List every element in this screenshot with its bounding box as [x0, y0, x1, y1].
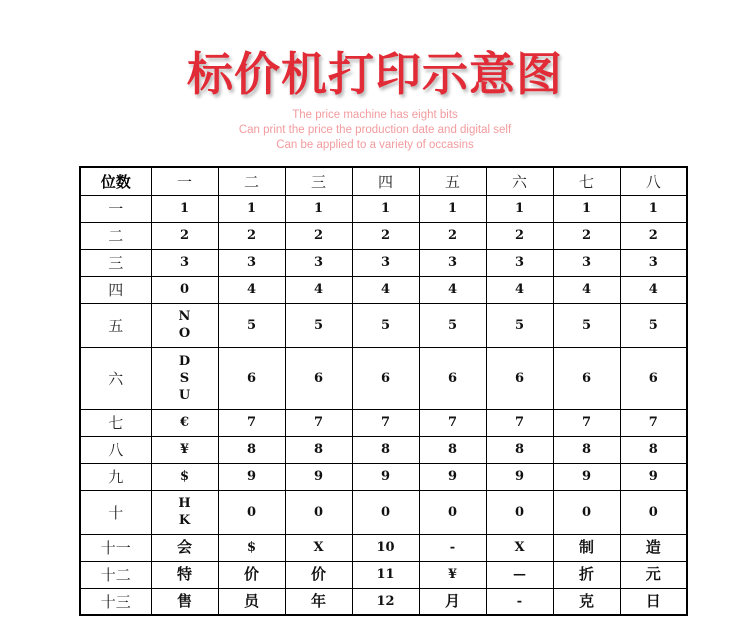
- subtitle-line-1: The price machine has eight bits: [292, 109, 458, 121]
- table-cell: ¥: [151, 436, 218, 463]
- table-cell: 价: [218, 561, 285, 588]
- table-row: [80, 436, 687, 463]
- table-cell: 8: [620, 436, 687, 463]
- table-cell: 4: [285, 276, 352, 303]
- table-cell: 员: [218, 588, 285, 615]
- row-label: 二: [80, 222, 151, 249]
- table-cell: 3: [486, 249, 553, 276]
- table-cell: 8: [352, 436, 419, 463]
- table-cell: 7: [553, 409, 620, 436]
- table-cell: 0: [419, 490, 486, 534]
- table-cell: 5: [218, 303, 285, 347]
- row-label: 十二: [80, 561, 151, 588]
- table-cell: 2: [352, 222, 419, 249]
- table-cell: 2: [419, 222, 486, 249]
- table-cell: 6: [218, 347, 285, 409]
- header-cell: 四: [352, 167, 419, 195]
- table-cell: 7: [486, 409, 553, 436]
- table-cell: 月: [419, 588, 486, 615]
- table-cell: 2: [553, 222, 620, 249]
- table-cell: $: [151, 463, 218, 490]
- table-cell: 3: [218, 249, 285, 276]
- table-cell: ¥: [419, 561, 486, 588]
- table-cell: 5: [553, 303, 620, 347]
- table-cell: 12: [352, 588, 419, 615]
- price-machine-table: [79, 166, 688, 616]
- table-cell: X: [285, 534, 352, 561]
- table-cell: 0: [486, 490, 553, 534]
- table-row: [80, 561, 687, 588]
- table-cell: 1: [352, 195, 419, 222]
- table-row: [80, 249, 687, 276]
- table-cell: 7: [218, 409, 285, 436]
- table-cell: 4: [486, 276, 553, 303]
- table-cell: 8: [285, 436, 352, 463]
- table-cell: 7: [285, 409, 352, 436]
- table-cell: 售: [151, 588, 218, 615]
- table-cell: 4: [352, 276, 419, 303]
- table-cell: 1: [620, 195, 687, 222]
- table-cell: 0: [352, 490, 419, 534]
- row-label: 十一: [80, 534, 151, 561]
- table-cell: 9: [419, 463, 486, 490]
- table-cell: X: [486, 534, 553, 561]
- table-cell: 7: [352, 409, 419, 436]
- table-cell: 5: [285, 303, 352, 347]
- table-cell: 3: [352, 249, 419, 276]
- table-cell: 2: [218, 222, 285, 249]
- row-label: 十三: [80, 588, 151, 615]
- table-cell: 元: [620, 561, 687, 588]
- table-cell: €: [151, 409, 218, 436]
- table-cell: 3: [419, 249, 486, 276]
- table-cell: 造: [620, 534, 687, 561]
- table-cell: 0: [285, 490, 352, 534]
- header-cell: 位数: [80, 167, 151, 195]
- table-cell: 8: [486, 436, 553, 463]
- table-cell: 9: [218, 463, 285, 490]
- row-label: 一: [80, 195, 151, 222]
- table-row: [80, 463, 687, 490]
- table-cell: 7: [419, 409, 486, 436]
- table-cell: 3: [151, 249, 218, 276]
- table-cell: 9: [486, 463, 553, 490]
- table-row: [80, 347, 687, 409]
- table-cell: 1: [486, 195, 553, 222]
- row-label: 七: [80, 409, 151, 436]
- table-cell: 1: [285, 195, 352, 222]
- table-cell: 特: [151, 561, 218, 588]
- table-cell: 2: [151, 222, 218, 249]
- table-cell: 9: [352, 463, 419, 490]
- table-cell: 2: [620, 222, 687, 249]
- header-cell: 一: [151, 167, 218, 195]
- table-cell: 2: [285, 222, 352, 249]
- table-cell: 0: [151, 276, 218, 303]
- subtitle-line-3: Can be applied to a variety of occasins: [276, 139, 474, 151]
- header-cell: 三: [285, 167, 352, 195]
- row-label: 六: [80, 347, 151, 409]
- table-cell: 8: [419, 436, 486, 463]
- header-cell: 六: [486, 167, 553, 195]
- table-cell: 3: [553, 249, 620, 276]
- row-label: 三: [80, 249, 151, 276]
- table-cell: 0: [620, 490, 687, 534]
- table-cell: -: [419, 534, 486, 561]
- row-label: 四: [80, 276, 151, 303]
- table-cell: 6: [486, 347, 553, 409]
- header-cell: 五: [419, 167, 486, 195]
- header-row: [80, 167, 687, 195]
- page-title: 标价机打印示意图: [187, 47, 563, 101]
- row-label: 九: [80, 463, 151, 490]
- table-cell: 1: [419, 195, 486, 222]
- table-row: [80, 490, 687, 534]
- table-cell: 9: [620, 463, 687, 490]
- table-row: [80, 409, 687, 436]
- table-cell: 4: [218, 276, 285, 303]
- table-cell: 10: [352, 534, 419, 561]
- table-cell: 3: [285, 249, 352, 276]
- table-cell: 价: [285, 561, 352, 588]
- table-cell: 4: [620, 276, 687, 303]
- table-cell: 会: [151, 534, 218, 561]
- table-cell: 7: [620, 409, 687, 436]
- table-cell: 4: [553, 276, 620, 303]
- table-cell: H K: [151, 490, 218, 534]
- row-label: 十: [80, 490, 151, 534]
- table-cell: -: [486, 588, 553, 615]
- table-cell: 6: [419, 347, 486, 409]
- table-row: [80, 534, 687, 561]
- table-cell: 5: [620, 303, 687, 347]
- table-cell: 1: [553, 195, 620, 222]
- table-row: [80, 222, 687, 249]
- table-row: [80, 195, 687, 222]
- table-cell: 1: [218, 195, 285, 222]
- table-row: [80, 276, 687, 303]
- table-row: [80, 588, 687, 615]
- table-cell: 11: [352, 561, 419, 588]
- table-cell: D S U: [151, 347, 218, 409]
- table-cell: 5: [419, 303, 486, 347]
- header-cell: 八: [620, 167, 687, 195]
- table-row: [80, 303, 687, 347]
- table-cell: 6: [620, 347, 687, 409]
- table-cell: 4: [419, 276, 486, 303]
- table-cell: $: [218, 534, 285, 561]
- table-cell: 8: [218, 436, 285, 463]
- table-cell: 克: [553, 588, 620, 615]
- table-cell: N O: [151, 303, 218, 347]
- table-cell: 9: [553, 463, 620, 490]
- table-cell: 6: [352, 347, 419, 409]
- table-cell: 5: [486, 303, 553, 347]
- table-cell: 年: [285, 588, 352, 615]
- table-cell: 8: [553, 436, 620, 463]
- header-cell: 七: [553, 167, 620, 195]
- table-cell: 2: [486, 222, 553, 249]
- table-cell: —: [486, 561, 553, 588]
- table-cell: 6: [553, 347, 620, 409]
- table-cell: 0: [218, 490, 285, 534]
- table-cell: 日: [620, 588, 687, 615]
- table-cell: 3: [620, 249, 687, 276]
- table-cell: 5: [352, 303, 419, 347]
- row-label: 八: [80, 436, 151, 463]
- header-cell: 二: [218, 167, 285, 195]
- table-cell: 9: [285, 463, 352, 490]
- subtitle-line-2: Can print the price the production date and digital self: [238, 124, 512, 136]
- table-cell: 0: [553, 490, 620, 534]
- subtitle: [0, 108, 750, 153]
- table-cell: 制: [553, 534, 620, 561]
- table-cell: 6: [285, 347, 352, 409]
- table-cell: 1: [151, 195, 218, 222]
- row-label: 五: [80, 303, 151, 347]
- table-cell: 折: [553, 561, 620, 588]
